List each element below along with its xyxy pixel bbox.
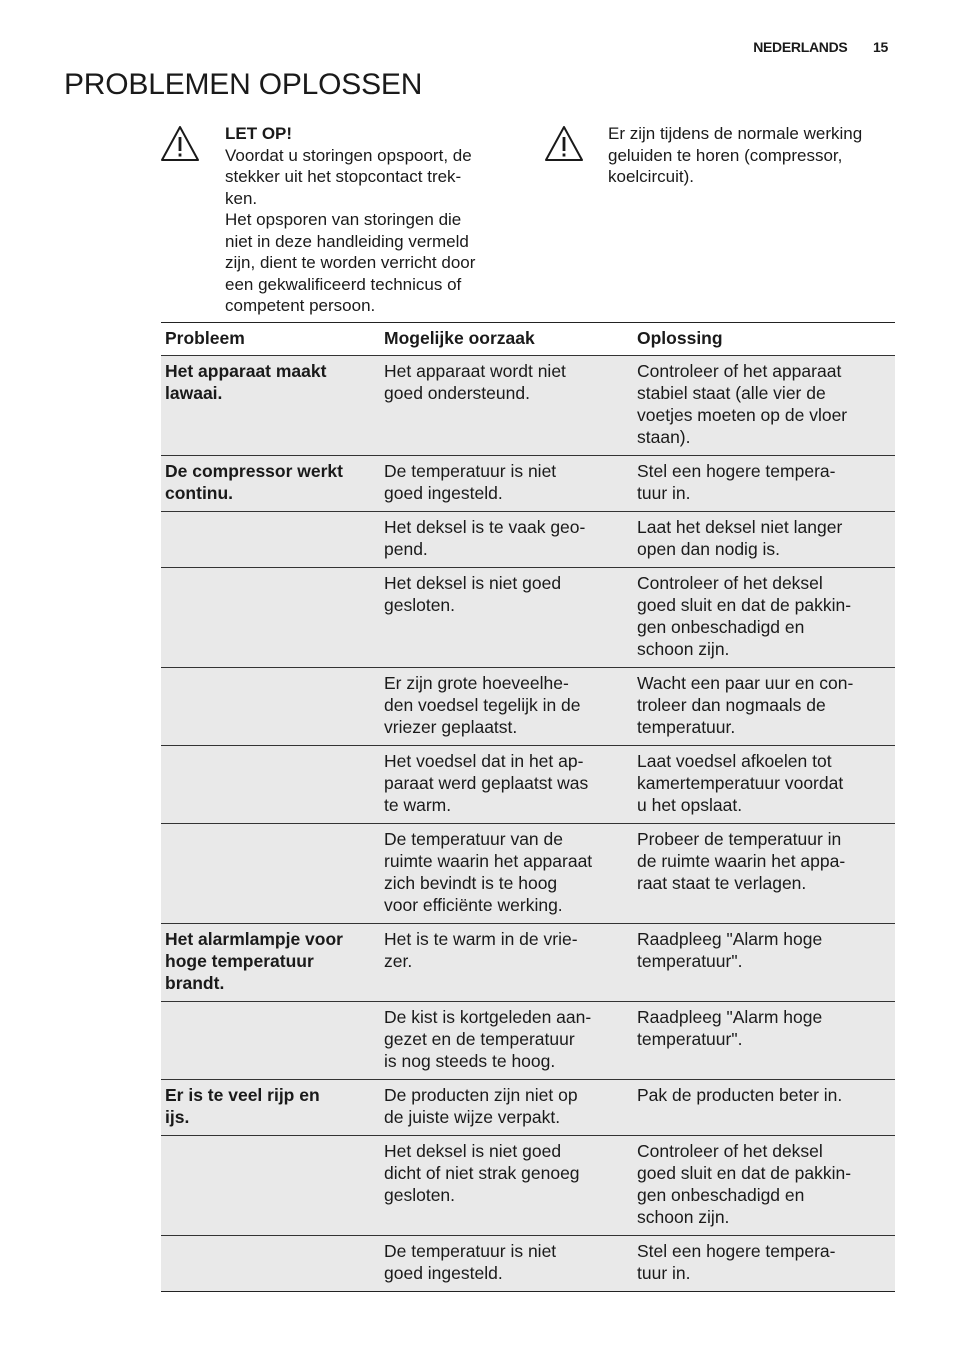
table-row [161, 1135, 895, 1235]
solution-cell: Stel een hogere tempera- tuur in. [637, 1241, 836, 1283]
table-header-row [161, 323, 895, 356]
problem-cell [161, 1236, 380, 1291]
cause-cell: De temperatuur is niet goed ingesteld. [384, 1241, 557, 1283]
solution-cell: Raadpleeg "Alarm hoge temperatuur". [637, 1007, 823, 1049]
cause-cell: Het apparaat wordt niet goed ondersteund. [384, 361, 566, 403]
problem-cell [161, 1136, 380, 1235]
cause-cell: Er zijn grote hoeveelhe- den voedsel tegelijk in de vriezer geplaatst. [384, 673, 581, 737]
cause-cell: Het deksel is niet goed dicht of niet strak genoeg gesloten. [384, 1141, 580, 1205]
troubleshooting-table [161, 322, 895, 1292]
problem-cell: Het alarmlampje voor hoge temperatuur brandt. [165, 929, 343, 993]
column-header-solution: Oplossing [637, 328, 723, 348]
table-row [161, 823, 895, 923]
cause-cell: De temperatuur van de ruimte waarin het apparaat zich bevindt is te hoog voor efficiënte werking. [384, 829, 593, 915]
problem-cell [161, 1002, 380, 1079]
problem-cell: Er is te veel rijp en ijs. [165, 1085, 320, 1127]
warning-triangle-icon [544, 125, 584, 163]
cause-cell: De kist is kortgeleden aan- gezet en de temperatuur is nog steeds te hoog. [384, 1007, 592, 1071]
solution-cell: Stel een hogere tempera- tuur in. [637, 461, 836, 503]
warning-note-caution [225, 123, 515, 317]
solution-cell: Controleer of het deksel goed sluit en dat de pakkin- gen onbeschadigd en schoon zijn. [637, 1141, 852, 1227]
table-row [161, 1001, 895, 1079]
warning-body: Voordat u storingen opspoort, de stekker uit het stopcontact trek- ken. Het opsporen van storingen die niet in deze handleiding vermeld zijn, dient te worden verricht door een gekwalificeerd technicus of competent persoon. [225, 145, 476, 315]
table-row [161, 745, 895, 823]
warning-triangle-icon [160, 125, 200, 163]
problem-cell [161, 746, 380, 823]
table-row [161, 923, 895, 1001]
problem-cell: Het apparaat maakt lawaai. [165, 361, 327, 403]
problem-cell: De compressor werkt continu. [165, 461, 343, 503]
solution-cell: Controleer of het apparaat stabiel staat (alle vier de voetjes moeten op de vloer staan). [637, 361, 848, 447]
solution-cell: Laat het deksel niet langer open dan nodig is. [637, 517, 843, 559]
problem-cell [161, 668, 380, 745]
warning-title: LET OP! [225, 124, 293, 143]
column-header-problem: Probleem [165, 328, 245, 348]
warning-body: Er zijn tijdens de normale werking geluiden te horen (compressor, koelcircuit). [608, 124, 863, 186]
cause-cell: De producten zijn niet op de juiste wijze verpakt. [384, 1085, 578, 1127]
cause-cell: Het deksel is te vaak geo- pend. [384, 517, 586, 559]
solution-cell: Wacht een paar uur en con- troleer dan nogmaals de temperatuur. [637, 673, 854, 737]
solution-cell: Controleer of het deksel goed sluit en dat de pakkin- gen onbeschadigd en schoon zijn. [637, 573, 852, 659]
table-row [161, 1079, 895, 1135]
warning-note-noise [608, 123, 898, 188]
page-header [753, 39, 888, 55]
problem-cell [161, 824, 380, 923]
table-row [161, 511, 895, 567]
table-row [161, 356, 895, 455]
table-row [161, 455, 895, 511]
table-row [161, 567, 895, 667]
cause-cell: Het voedsel dat in het ap- paraat werd geplaatst was te warm. [384, 751, 589, 815]
header-language: NEDERLANDS [753, 39, 848, 55]
cause-cell: Het deksel is niet goed gesloten. [384, 573, 562, 615]
solution-cell: Raadpleeg "Alarm hoge temperatuur". [637, 929, 823, 971]
page-title: PROBLEMEN OPLOSSEN [64, 68, 423, 101]
cause-cell: De temperatuur is niet goed ingesteld. [384, 461, 557, 503]
problem-cell [161, 568, 380, 667]
table-row [161, 1235, 895, 1291]
solution-cell: Laat voedsel afkoelen tot kamertemperatuur voordat u het opslaat. [637, 751, 844, 815]
page-number: 15 [873, 39, 888, 55]
column-header-cause: Mogelijke oorzaak [384, 328, 535, 348]
cause-cell: Het is te warm in de vrie- zer. [384, 929, 578, 971]
problem-cell [161, 512, 380, 567]
solution-cell: Pak de producten beter in. [637, 1085, 843, 1105]
solution-cell: Probeer de temperatuur in de ruimte waarin het appa- raat staat te verlagen. [637, 829, 846, 893]
table-row [161, 667, 895, 745]
